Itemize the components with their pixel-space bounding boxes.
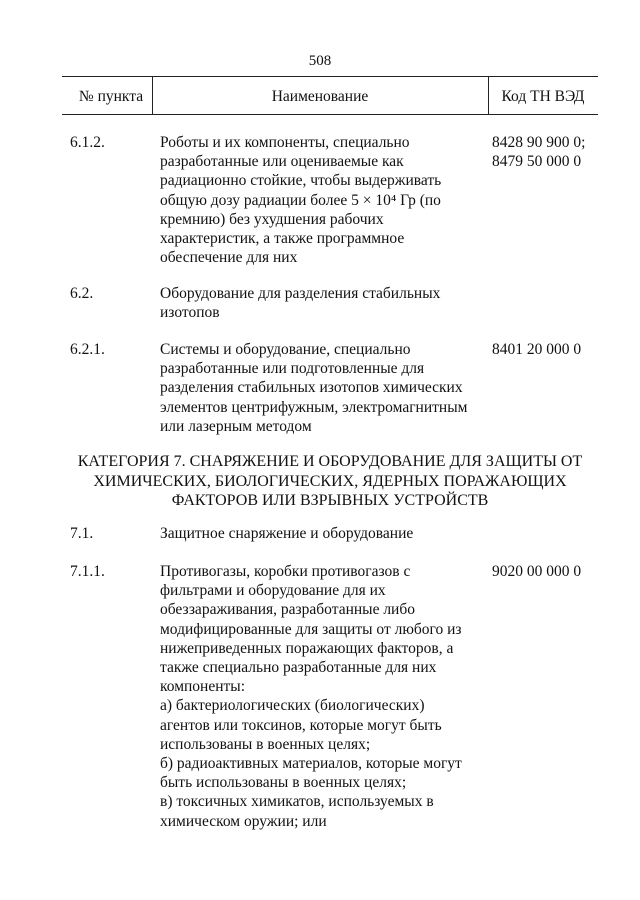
item-name: Роботы и их компоненты, специально разработанные или оцениваемые как радиационно стойкие, чтобы выдерживать общую дозу радиации более 5 × 10⁴ Гр (по кремнию) без ухудшения рабочих характеристик, а также программное обеспечение для них <box>160 134 442 267</box>
item-code: 9020 00 000 0 <box>492 563 582 580</box>
item-number: 6.1.2. <box>70 134 105 151</box>
category-heading: КАТЕГОРИЯ 7. СНАРЯЖЕНИЕ И ОБОРУДОВАНИЕ ДЛЯ ЗАЩИТЫ ОТ ХИМИЧЕСКИХ, БИОЛОГИЧЕСКИХ, ЯДЕРНЫХ ПОРАЖАЮЩИХ ФАКТОРОВ ИЛИ ВЗРЫВНЫХ УСТРОЙСТВ <box>77 453 583 509</box>
item-name: Противогазы, коробки противогазов с фильтрами и оборудование для их обеззараживания, разработанные либо модифицированные для защиты от любого из нижеприведенных поражающих факторов, а также специально разработанные для них компоненты: а) бактериологических (биологических) агентов или токсинов, которые могут быть использованы в военных целях; б) радиоактивных материалов, которые могут быть использованы в военных целях; в) токсичных химикатов, используемых в химическом оружии; или <box>160 563 462 830</box>
item-code: 8428 90 900 0; 8479 50 000 0 <box>492 134 586 171</box>
item-code: 8401 20 000 0 <box>492 341 582 358</box>
item-number: 7.1. <box>70 525 94 542</box>
item-name: Защитное снаряжение и оборудование <box>160 525 414 542</box>
table-header-top-rule <box>62 76 598 77</box>
item-number: 6.2.1. <box>70 341 105 358</box>
page-number: 508 <box>308 53 332 69</box>
table-header-bottom-rule <box>62 114 598 115</box>
column-header-name: Наименование <box>271 88 369 105</box>
column-header-code: Код ТН ВЭД <box>501 88 585 105</box>
item-number: 7.1.1. <box>70 563 105 580</box>
item-name: Системы и оборудование, специально разработанные или подготовленные для разделения стабильных изотопов химических элементов центрифужным, электромагнитным или лазерным методом <box>160 341 468 435</box>
item-number: 6.2. <box>70 285 94 302</box>
item-name: Оборудование для разделения стабильных изотопов <box>160 285 441 322</box>
column-header-number: № пункта <box>78 88 144 105</box>
